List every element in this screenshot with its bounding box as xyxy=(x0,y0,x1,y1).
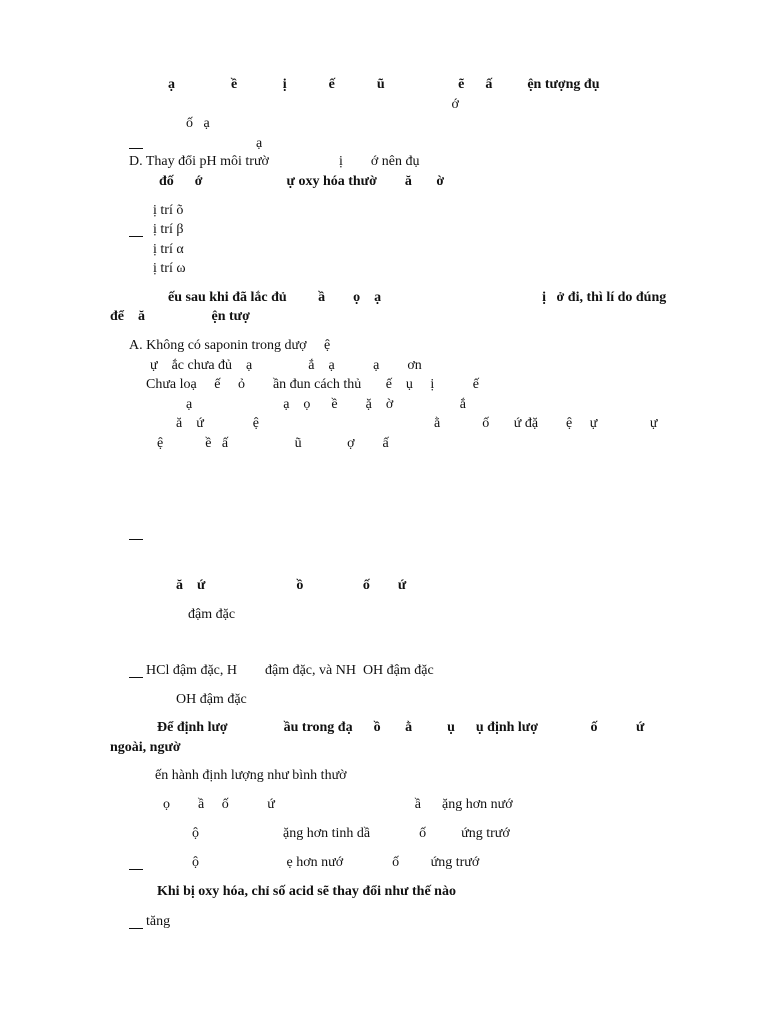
q5-stem-line2: ngoài, ngườ xyxy=(110,740,181,755)
q2-option-b: ị trí β xyxy=(153,222,184,237)
q3-stem-line2: để ă ện tượ xyxy=(110,309,250,324)
q1-stem-line2: ớ xyxy=(168,97,459,112)
q4-option-a: đậm đặc xyxy=(188,607,236,622)
answer-blank-marker xyxy=(129,148,143,149)
q5-option-a: ến hành định lượng như bình thườ xyxy=(155,768,347,783)
q1-option-b: ạ xyxy=(256,136,263,151)
q1-option-a: ố ạ xyxy=(186,116,210,131)
q5-option-d: ộ ẹ hơn nướ ố ứng trướ xyxy=(192,855,480,870)
q4-option-c: HCl đậm đặc, H đậm đặc, và NH OH đậm đặc xyxy=(146,663,434,678)
answer-blank-marker xyxy=(129,236,143,237)
answer-blank-marker xyxy=(129,928,143,929)
q6-option-a: tăng xyxy=(146,914,171,929)
q2-option-a: ị trí õ xyxy=(153,203,184,218)
q4-stem: ă ứ ồ ố ứ xyxy=(176,578,407,593)
q5-option-b: ọ ầ ố ứ ầ ặng hơn nướ xyxy=(163,797,513,812)
q3-option-d-line1: ă ứ ệ ằ ố ứ đặ ệ ự ự xyxy=(176,416,658,431)
q3-stem-line1: ếu sau khi đã lắc đủ ầ ọ ạ ị ở đi, thì lí do đúng xyxy=(168,290,667,305)
q5-option-c: ộ ặng hơn tinh dầ ố ứng trướ xyxy=(192,826,510,841)
q6-stem: Khi bị oxy hóa, chỉ số acid sẽ thay đổi như thế nào xyxy=(157,884,456,899)
q5-stem-line1: Để định lượ ầu trong đạ ồ ằ ụ ụ định lượ ố ứ xyxy=(157,720,645,735)
answer-blank-marker xyxy=(129,677,143,678)
q3-option-a: A. Không có saponin trong dượ ệ xyxy=(129,338,331,353)
q2-option-c: ị trí α xyxy=(153,242,184,257)
q2-option-d: ị trí ω xyxy=(153,261,186,276)
q2-stem: đố ớ ự oxy hóa thườ ă ờ xyxy=(159,174,445,189)
q3-option-d-line2: ệ ề ấ ũ ợ ấ xyxy=(157,436,389,451)
q3-option-c: Chưa loạ ế ỏ ần đun cách thủ ế ụ ị ế xyxy=(146,377,480,392)
q1-option-d: D. Thay đổi pH môi trườ ị ớ nên đụ xyxy=(129,154,420,169)
q3-option-b: ự ắc chưa đủ ạ ắ ạ ạ ơn xyxy=(150,358,422,373)
q3-option-c-cont: ạ ạ ọ ề ặ ờ ắ xyxy=(186,397,466,412)
answer-blank-marker xyxy=(129,869,143,870)
q4-option-d: OH đậm đặc xyxy=(176,692,247,707)
answer-blank-marker xyxy=(129,539,143,540)
q1-stem-line1: ạ ề ị ế ũ ẽ ấ ện tượng đụ xyxy=(168,77,600,92)
